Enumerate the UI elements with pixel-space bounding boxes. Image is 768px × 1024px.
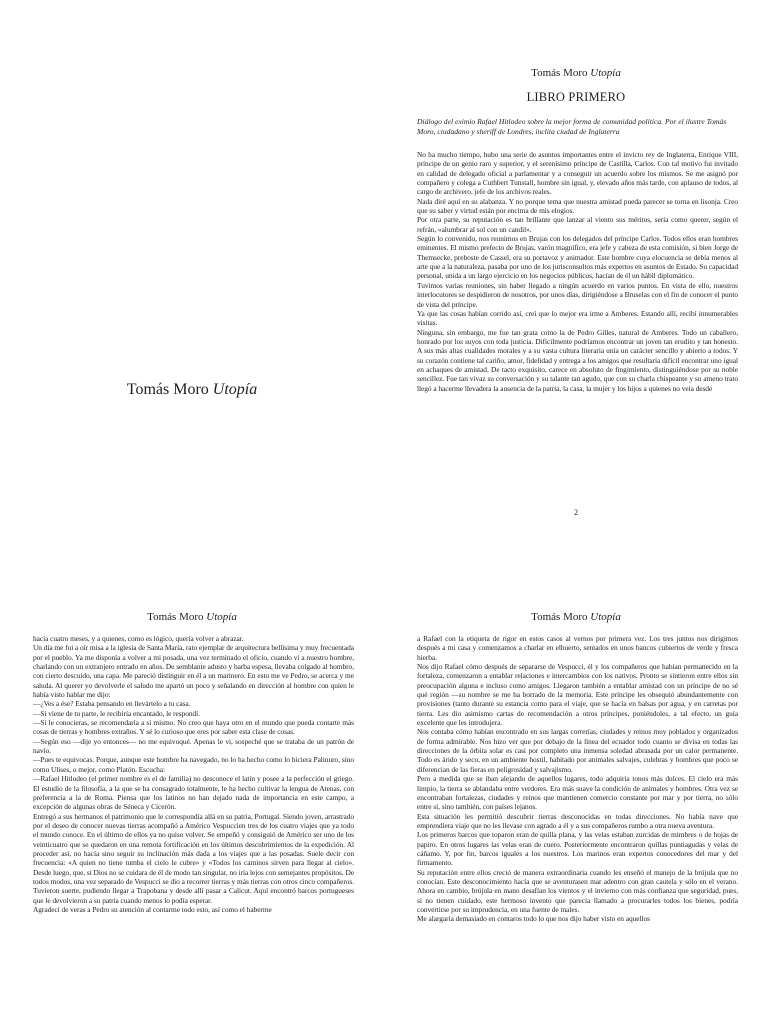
paragraph: Pero a medida que se iban alejando de aquellos lugares, todo adquiría tonos más dulces. El cielo era más limpio, la tierra se ablandaba entre verdores. Era más suave la condición de animales y hombres. Otra vez se encontraban fortalezas, ciudades y reinos que mantienen comercio constante por mar y por tierra, no sólo entre sí, sino también, con países lejanos. bbox=[417, 774, 738, 812]
paragraph: Un día me fui a oír misa a la iglesia de Santa María, rato ejemplar de arquitectura bellísima y muy frecuentada por el pueblo. Ya me disponía a volver a mi posada, una vez terminado el oficio, cuando vi a nuestro hombre, charlando con un extranjero entrado en años. De semblante adusto y barba espesa, llevaba colgado al hombro, con cierto descuido, una capa. Me pareció distinguir en él a un marinero. En esto me ve Pedro, se acerca y me saluda. Al querer yo devolverle el saludo me apartó un poco y señalando en dirección al hombre con quien le había visto hablar me dijo: bbox=[33, 643, 354, 700]
paragraph: —¿Ves a ése? Estaba pensando en llevártelo a tu casa. bbox=[33, 699, 191, 709]
paragraph: Por otra parte, su reputación es tan brillante que lanzar al viento sus méritos, sería como querer, según el refrán, «alumbrar al sol con un candil». bbox=[417, 215, 738, 234]
paragraph: —Si le conocieras, se recomendaría a sí mismo. No creo que haya otro en el mundo que pueda contarte más cosas de tierras y hombres extraños. Y sé lo curioso que eres por saber esta clase de cosas. bbox=[33, 718, 354, 737]
page-body bbox=[33, 634, 354, 1024]
paragraph: Entregó a sus hermanos el patrimonio que le correspondía allá en su patria, Portugal. Siendo joven, arrastrado por el deseo de conocer nuevas tierras acompañó a Américo Vespuccien tres de los cuatro viajes que ya todo el mundo conoce. En el último de ellos ya no quiso volver. Se empeñó y consiguió de Américo ser uno de los veinticuatro que se quedaron en una remota fortificación en los últimos descubrimientos de la expedición. Al proceder así, no hacía sino seguir su inclinación más dada a los viajes que a las posadas. Suele decir con frecuencia: «A quien no tiene tumba el cielo le cubre» y «Todos los caminos sirven para llegar al cielo». Desde luego, que, si Dios no se cuidara de él de modo tan singular, no iría lejos con semejantes propósitos. De todos modos, una vez separado de Vespucci se dio a recorrer tierras y más tierras con otros cinco compañeros. Tuvieron suerte, pudiendo llegar a Trapobana y desde allí pasar a Calicut. Aquí encontró barcos portugueses que le devolvieron a su patria cuando menos lo podía esperar. bbox=[33, 811, 354, 905]
paragraph: —Pues te equivocas. Porque, aunque este hombre ha navegado, no lo ha hecho como lo hiciera Palinuro, sino como Ulises, o mejor, como Platón. Escucha: bbox=[33, 755, 354, 774]
paragraph: No ha mucho tiempo, hubo una serie de asuntos importantes entre el invicto rey de Inglaterra, Enrique VIII, príncipe de un genio raro y superior, y el serenísimo príncipe de Castilla, Carlos. Con tal motivo fui invitado en calidad de delegado oficial a parlamentar y a conseguir un acuerdo sobre los mismos. Se me asignó por compañero y colega a Cuthbert Tunstall, hombre sin igual, y, elevado años más tarde, con aplauso de todos, al cargo de archivero, jefe de los archivos reales. bbox=[417, 150, 738, 197]
page-body bbox=[417, 634, 738, 1024]
paragraph: hacía cuatro meses, y a quienes, como es lógico, quería volver a abrazar. bbox=[33, 634, 244, 643]
paragraph: Tuvimos varias reuniones, sin haber llegado a ningún acuerdo en varios puntos. En vista de ello, nuestros interlocutores se despidieron de nosotros, por unos días, dirigiéndose a Bruselas con el fin de conocer el punto de vista del príncipe. bbox=[417, 280, 738, 309]
document-page-2 bbox=[384, 0, 768, 517]
paragraph: Me alargaría demasiado en contaros todo lo que nos dijo haber visto en aquellos bbox=[417, 914, 650, 924]
running-head bbox=[0, 610, 384, 624]
paragraph: Ninguna, sin embargo, me fue tan grata como la de Pedro Gilles, natural de Amberes. Todo un caballero, honrado por los suyos con toda justicia. Difícilmente podríamos encontrar un joven tan erudito y tan honesto. A sus más altas cualidades morales y a su vasta cultura literaria unía un carácter sencillo y abierto a todos. Y su corazón contiene tal cariño, amor, fidelidad y entrega a los amigos que resultaría difícil encontrar uno igual en achaques de amistad. De tacto exquisito, carece en absoluto de fingimiento, distinguiéndose por su noble sencillez. Fue tan vivaz su conversación y su talante tan agudo, que con su charla chispeante y su ameno trato llegó a hacerme llevadera la ausencia de la patria, la casa, la mujer y los hijos a quienes no veía desde bbox=[417, 327, 738, 393]
running-head-work: Utopía bbox=[590, 611, 621, 623]
paragraph: —Rafael Hitlodeo (el primer nombre es el de familia) no desconoce el latín y posee a la perfección el griego. El estudio de la filosofía, a la que se ha consagrado totalmente, le ha hecho cultivar la lengua de Atenas, con preferencia a la de Roma. Piensa que los latinos no han dejado nada de importancia en este campo, a excepción de algunas obras de Séneca y Cicerón. bbox=[33, 774, 354, 812]
title-page bbox=[0, 0, 384, 512]
paragraph: Su reputación entre ellos creció de manera extraordinaria cuando les enseñó el manejo de la brújula que no conocían. Este desconocimiento hacía que se aventurasen mar adentro con gran cautela y sólo en el verano. Ahora en cambio, brújula en mano desafían los vientos y el invierno con más confianza que seguridad, pues, si no tienen cuidado, este hermoso invento que parecía llamado a procurarles todos los bienes, podría convertirse por su imprudencia, en una fuente de males. bbox=[417, 867, 738, 914]
running-head bbox=[384, 610, 768, 624]
paragraph: Nos dijo Rafael cómo después de separarse de Vespucci, él y los compañeros que habían permanecido en la fortaleza, comenzaron a entablar relaciones e intercambios con los nativos. Pronto se sintieron entre ellos sin preocupación alguna e incluso como amigos. Llegaron también a entablar amistad con un príncipe de no sé qué región —su nombre se me ha borrado de la memoria. Este príncipe les obsequió abundantemente con provisiones (tanto durante su estancia como para el viaje, que se hacía en balsas por agua, y en carretas por tierra. Les dio asimismo cartas de recomendación a otros príncipes, poniéndoles, a tal efecto, un guía excelente que les introdujera. bbox=[417, 662, 738, 728]
running-head-work: Utopía bbox=[206, 611, 237, 623]
paragraph: Nada diré aquí en su alabanza. Y no porque tema que nuestra amistad pueda parecer se torna en lisonja. Creo que su saber y virtud están por encima de mis elogios. bbox=[417, 196, 738, 216]
document-page-4 bbox=[384, 512, 768, 1024]
running-head bbox=[384, 66, 768, 80]
paragraph: Esta situación les permitió descubrir tierras desconocidas en todas direcciones. No había nave que emprendiera viaje que no les llevase con agrado a él y a sus compañeros rumbo a otra nueva aventura. bbox=[417, 811, 738, 830]
paragraph: Ya que las cosas habían corrido así, creí que lo mejor era irme a Amberes. Estando allí, recibí innumerables visitas. bbox=[417, 308, 738, 328]
paragraph: Los primeros barcos que toparon eran de quilla plana, y las velas estaban zurcidas de mimbres o de hojas de papiro. En otros lugares las velas eran de cuero. Posteriormente encontraron quillas puntiagudas y velas de cáñamo. Y, por fin, barcos iguales a los nuestros. Los marinos eran expertos conocedores del mar y del firmamento. bbox=[417, 830, 738, 868]
paragraph: a Rafael con la etiqueta de rigor en estos casos al vernos por primera vez. Los tres juntos nos dirigimos después a mi casa y comenzamos a charlar en elhuerto, sentados en unos bancos cubiertos de verde y fresca hierba. bbox=[417, 634, 738, 662]
page-number: 2 bbox=[574, 508, 578, 517]
paragraph: —Si viene de tu parte, le recibiría encantado, le respondí. bbox=[33, 708, 200, 718]
running-head-work: Utopía bbox=[590, 67, 621, 79]
paragraph: Nos contaba cómo habían encontrado en sus largas correrías, ciudades y reinos muy poblados y organizados de forma admirable. Nos hizo ver que por debajo de la línea del ecuador todo cuanto se divisa en todas las direcciones de la órbita solar es casi por completo una inmensa soledad abrasada por un calor permanente. Todo es árido y seco, en un ambiente hostil, habitado por animales salvajes, culebras y hombres que poco se diferencian de las fieras en peligrosidad y salvajismo. bbox=[417, 727, 738, 774]
paragraph: —Según eso —dije yo entonces— no me equivoqué. Apenas le vi, sospeché que se trataba de un patrón de navío. bbox=[33, 736, 354, 756]
chapter-subtitle: Diálogo del eximio Rafael Hitlodeo sobre la mejor forma de comunidad política. Por el ilustre Tomás Moro, ciudadano y sheriff de Londres, ínclita ciudad de Inglaterra bbox=[417, 117, 727, 136]
page-body bbox=[417, 150, 738, 490]
title-page-author: Tomás Moro bbox=[126, 381, 209, 398]
running-head-author: Tomás Moro bbox=[531, 611, 588, 623]
paragraph: Agradecí de veras a Pedro su atención al contarme todo esto, así como el haberme bbox=[33, 904, 272, 914]
running-head-author: Tomás Moro bbox=[147, 611, 204, 623]
title-page-work: Utopía bbox=[212, 381, 258, 398]
chapter-heading: LIBRO PRIMERO bbox=[526, 90, 626, 104]
paragraph: Según lo convenido, nos reunimos en Brujas con los delegados del príncipe Carlos. Todos ellos eran hombres eminentes. El mismo prefecto de Brujas, varón magnífico, era jefe y cabeza de esta comisión, si bien Jorge de Themsecke, preboste de Cassel, era su portavoz y animador. Este hombre cuya elocuencia se debía menos al arte que a la naturaleza, pasaba por uno de los jurisconsultos más expertos en asuntos de Estado. Su capacidad personal, unida a un largo ejercicio en los negocios públicos, hacían de él un hábil diplomático. bbox=[417, 234, 738, 281]
document-page-3 bbox=[0, 512, 384, 1024]
title-page-heading bbox=[0, 380, 384, 400]
running-head-author: Tomás Moro bbox=[531, 67, 588, 79]
